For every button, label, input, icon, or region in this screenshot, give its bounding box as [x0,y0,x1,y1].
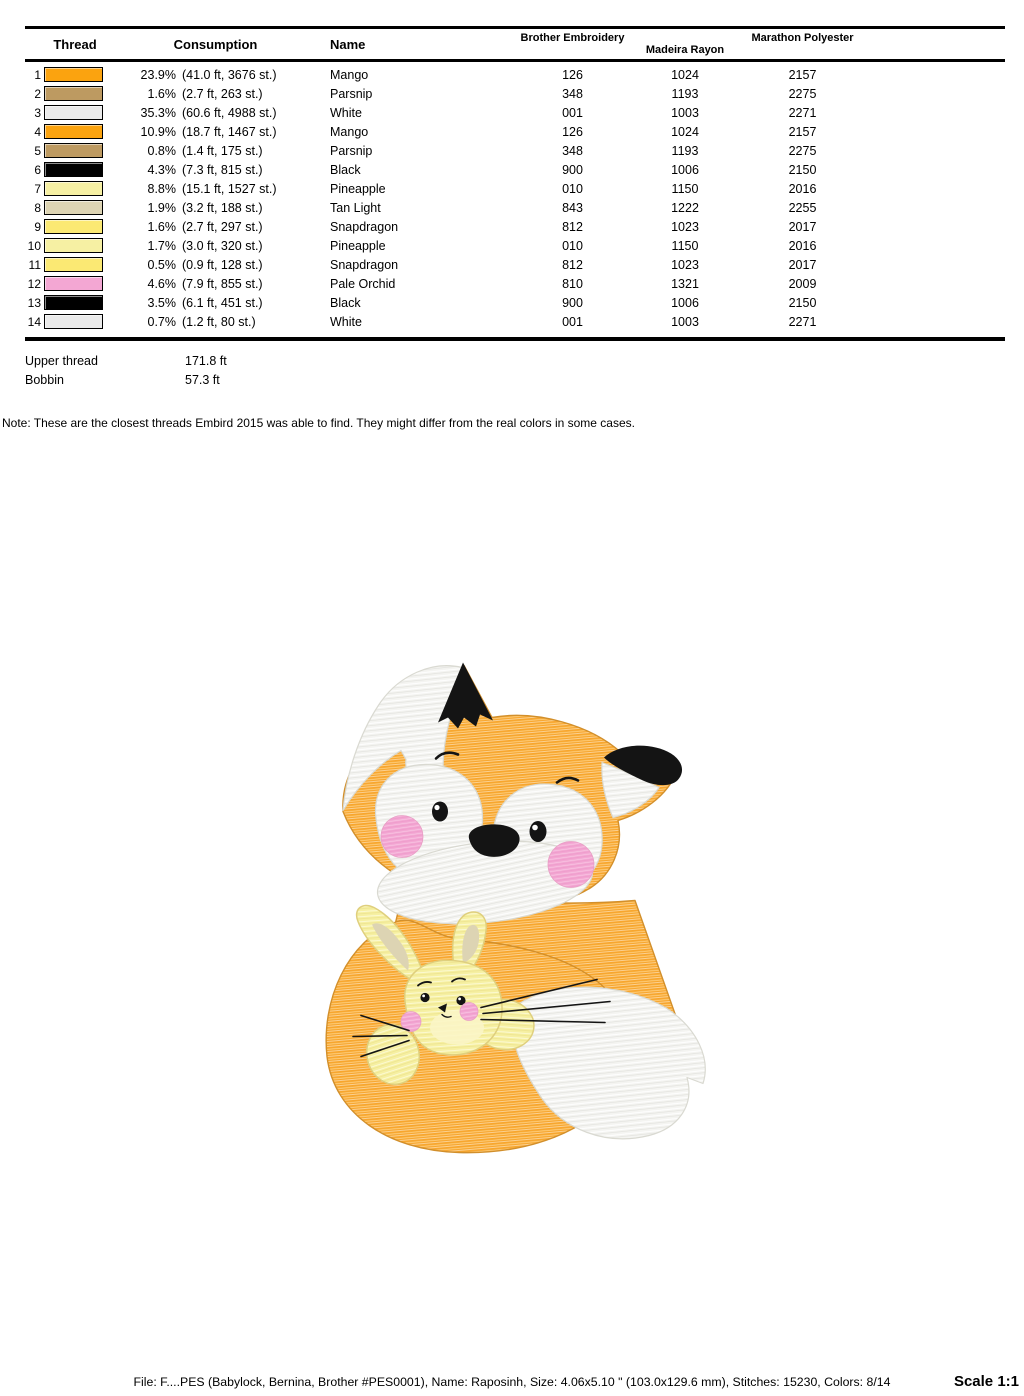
totals [25,352,1024,390]
brother-code: 812 [562,257,583,272]
fox-right-eye [530,821,547,842]
consumption-percent: 1.6% [147,219,176,234]
madeira-code: 1222 [671,200,699,215]
brother-code: 900 [562,295,583,310]
table-row [0,236,1024,255]
table-row [0,198,1024,217]
marathon-code: 2009 [788,276,817,291]
header-brother-embroidery: Brother Embroidery [520,32,625,44]
table-row [0,141,1024,160]
table-row [0,122,1024,141]
table-row [0,179,1024,198]
thread-color-name: Mango [330,124,369,139]
brother-code: 126 [562,67,583,82]
thread-color-name: Pale Orchid [330,276,396,291]
thread-color-swatch [44,238,103,253]
thread-color-swatch [44,105,103,120]
embroidery-design-preview [305,657,735,1167]
thread-number: 2 [34,86,41,101]
thread-color-swatch [44,276,103,291]
upper-thread-label: Upper thread [25,354,98,368]
thread-number: 13 [27,295,41,310]
table-row [0,84,1024,103]
madeira-code: 1023 [671,257,699,272]
table-row [0,312,1024,331]
thread-color-name: Snapdragon [330,257,399,272]
consumption-detail: (7.3 ft, 815 st.) [182,162,263,177]
thread-color-swatch [44,124,103,139]
consumption-percent: 10.9% [140,124,176,139]
consumption-percent: 0.7% [147,314,176,329]
header-marathon-polyester: Marathon Polyester [751,32,854,44]
table-header [0,29,1024,59]
consumption-percent: 4.6% [147,276,176,291]
thread-number: 7 [34,181,41,196]
thread-color-swatch [44,200,103,215]
bunny-left-eye-glint [422,995,425,998]
scale-label: Scale 1:1 [946,1371,1019,1393]
thread-color-name: Tan Light [330,200,381,215]
consumption-percent: 0.5% [147,257,176,272]
thread-color-name: Parsnip [330,143,373,158]
consumption-detail: (18.7 ft, 1467 st.) [182,124,277,139]
marathon-code: 2017 [788,219,817,234]
header-name: Name [330,36,366,52]
brother-code: 348 [562,143,583,158]
brother-code: 010 [562,181,583,196]
thread-number: 5 [34,143,41,158]
madeira-code: 1150 [671,238,699,253]
madeira-code: 1193 [671,86,699,101]
consumption-detail: (60.6 ft, 4988 st.) [182,105,277,120]
consumption-detail: (2.7 ft, 263 st.) [182,86,263,101]
file-info: File: F....PES (Babylock, Bernina, Brother #PES0001), Name: Raposinh, Size: 4.06x5.10 " (103.0x129.6 mm), Stitches: 15230, Colors: 8/14 [133,1375,891,1389]
marathon-code: 2016 [788,181,817,196]
thread-color-name: Pineapple [330,238,386,253]
header-thread: Thread [53,36,97,52]
brother-code: 812 [562,219,583,234]
marathon-code: 2017 [788,257,817,272]
bunny-right-eye-glint [458,998,461,1001]
marathon-code: 2150 [788,295,817,310]
header-consumption: Consumption [173,36,258,52]
thread-color-swatch [44,143,103,158]
thread-number: 8 [34,200,41,215]
marathon-code: 2157 [788,124,817,139]
thread-color-swatch [44,86,103,101]
brother-code: 126 [562,124,583,139]
marathon-code: 2255 [788,200,817,215]
marathon-code: 2275 [788,86,817,101]
madeira-code: 1024 [671,124,699,139]
consumption-percent: 35.3% [140,105,176,120]
brother-code: 900 [562,162,583,177]
consumption-percent: 1.7% [147,238,176,253]
madeira-code: 1024 [671,67,699,82]
bobbin-value: 57.3 ft [185,373,220,387]
marathon-code: 2157 [788,67,817,82]
table-row [0,293,1024,312]
consumption-percent: 3.5% [147,295,176,310]
thread-color-name: Black [330,295,361,310]
marathon-code: 2271 [788,314,817,329]
thread-color-swatch [44,314,103,329]
thread-number: 10 [27,238,41,253]
thread-color-swatch [44,162,103,177]
madeira-code: 1193 [671,143,699,158]
thread-color-name: Parsnip [330,86,373,101]
table-row [0,255,1024,274]
fox-bunny-design [305,657,735,1167]
marathon-code: 2271 [788,105,817,120]
thread-number: 3 [34,105,41,120]
thread-number: 9 [34,219,41,234]
table-row [0,274,1024,293]
marathon-code: 2016 [788,238,817,253]
consumption-detail: (15.1 ft, 1527 st.) [182,181,277,196]
madeira-code: 1006 [671,295,699,310]
thread-color-swatch [44,67,103,82]
bunny-left-eye [420,993,429,1002]
upper-thread-value: 171.8 ft [185,354,227,368]
table-row [0,160,1024,179]
madeira-code: 1006 [671,162,699,177]
brother-code: 810 [562,276,583,291]
marathon-code: 2150 [788,162,817,177]
footer [0,1371,1024,1393]
consumption-percent: 4.3% [147,162,176,177]
consumption-percent: 1.6% [147,86,176,101]
brother-code: 010 [562,238,583,253]
consumption-detail: (3.0 ft, 320 st.) [182,238,263,253]
madeira-code: 1023 [671,219,699,234]
fox-right-blush [548,842,594,888]
consumption-percent: 0.8% [147,143,176,158]
madeira-code: 1003 [671,105,699,120]
thread-color-swatch [44,295,103,310]
table-row [0,65,1024,84]
thread-color-name: Pineapple [330,181,386,196]
thread-color-name: Black [330,162,361,177]
thread-number: 11 [28,257,41,272]
bobbin-label: Bobbin [25,373,64,387]
thread-color-name: Mango [330,67,369,82]
consumption-detail: (41.0 ft, 3676 st.) [182,67,277,82]
thread-number: 1 [34,67,41,82]
marathon-code: 2275 [788,143,817,158]
header-madeira-rayon: Madeira Rayon [645,44,725,56]
madeira-code: 1321 [671,276,699,291]
consumption-detail: (3.2 ft, 188 st.) [182,200,263,215]
thread-table-body [0,62,1024,337]
consumption-detail: (7.9 ft, 855 st.) [182,276,263,291]
consumption-detail: (1.4 ft, 175 st.) [182,143,263,158]
madeira-code: 1150 [671,181,699,196]
consumption-detail: (2.7 ft, 297 st.) [182,219,263,234]
consumption-percent: 8.8% [147,181,176,196]
thread-number: 14 [27,314,41,329]
bunny-right-blush [460,1003,478,1021]
brother-code: 001 [562,314,583,329]
brother-code: 001 [562,105,583,120]
thread-color-swatch [44,219,103,234]
thread-number: 4 [34,124,41,139]
consumption-percent: 23.9% [140,67,176,82]
table-row [0,217,1024,236]
brother-code: 348 [562,86,583,101]
consumption-detail: (0.9 ft, 128 st.) [182,257,263,272]
fox-left-eye [432,802,448,822]
thread-color-name: White [330,314,362,329]
fox-right-eye-glint [532,825,538,831]
consumption-detail: (6.1 ft, 451 st.) [182,295,263,310]
thread-color-swatch [44,181,103,196]
consumption-detail: (1.2 ft, 80 st.) [182,314,256,329]
thread-number: 6 [34,162,41,177]
thread-color-name: Snapdragon [330,219,399,234]
fox-left-blush [381,816,423,858]
fox-left-eye-glint [434,805,439,810]
madeira-code: 1003 [671,314,699,329]
thread-color-swatch [44,257,103,272]
thread-number: 12 [27,276,41,291]
thread-color-name: White [330,105,362,120]
note-text: Note: These are the closest threads Embird 2015 was able to find. They might differ from the real colors in some cases. [2,416,635,430]
table-row [0,103,1024,122]
brother-code: 843 [562,200,583,215]
table-bottom-rule [25,337,1005,341]
consumption-percent: 1.9% [147,200,176,215]
page [0,26,1024,1396]
